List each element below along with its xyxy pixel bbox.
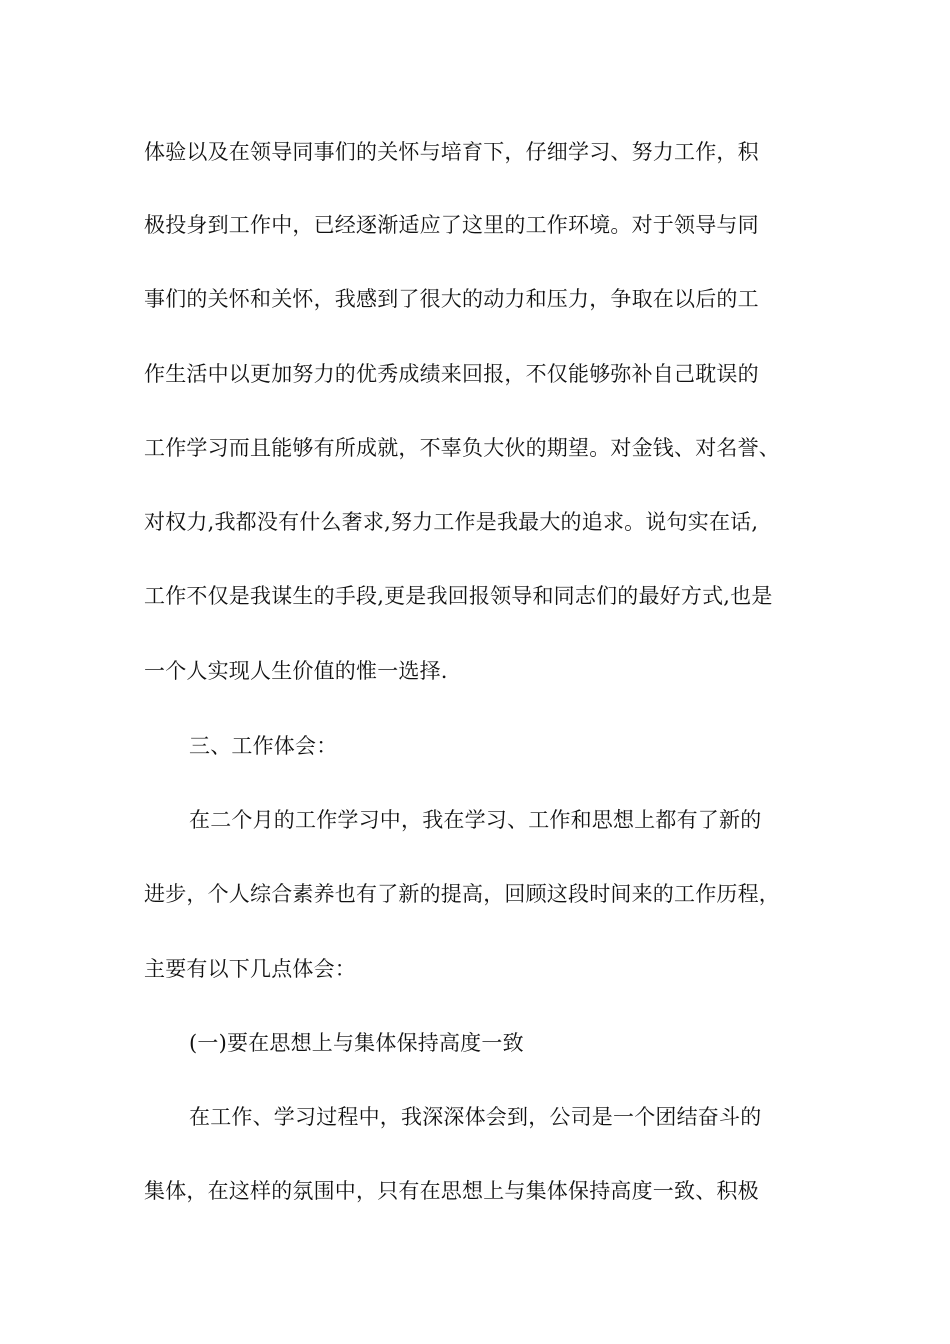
text-line: 体验以及在领导同事们的关怀与培育下，仔细学习、努力工作，积: [144, 140, 759, 164]
text-line: 主要有以下几点体会：: [144, 957, 356, 981]
text-line: 工作学习而且能够有所成就，不辜负大伙的期望。对金钱、对名誉、: [144, 436, 780, 460]
text-line: 进步，个人综合素养也有了新的提高，回顾这段时间来的工作历程，: [144, 882, 780, 906]
paragraph-first-line: 在工作、学习过程中，我深深体会到，公司是一个团结奋斗的: [189, 1105, 762, 1129]
text-line: 极投身到工作中，已经逐渐适应了这里的工作环境。对于领导与同: [144, 213, 759, 237]
text-line: 作生活中以更加努力的优秀成绩来回报，不仅能够弥补自己耽误的: [144, 362, 759, 386]
text-line: 对权力,我都没有什么奢求,努力工作是我最大的追求。说句实在话,: [144, 510, 759, 534]
subsection-heading: (一)要在思想上与集体保持高度一致: [189, 1031, 524, 1055]
text-line: 集体，在这样的氛围中，只有在思想上与集体保持高度一致、积极: [144, 1179, 759, 1203]
text-line: 工作不仅是我谋生的手段,更是我回报领导和同志们的最好方式,也是: [144, 584, 773, 608]
paragraph-first-line: 在二个月的工作学习中，我在学习、工作和思想上都有了新的: [189, 808, 762, 832]
text-line: 事们的关怀和关怀，我感到了很大的动力和压力，争取在以后的工: [144, 287, 759, 311]
text-line: 一个人实现人生价值的惟一选择.: [144, 659, 448, 683]
section-heading: 三、工作体会：: [189, 734, 338, 758]
